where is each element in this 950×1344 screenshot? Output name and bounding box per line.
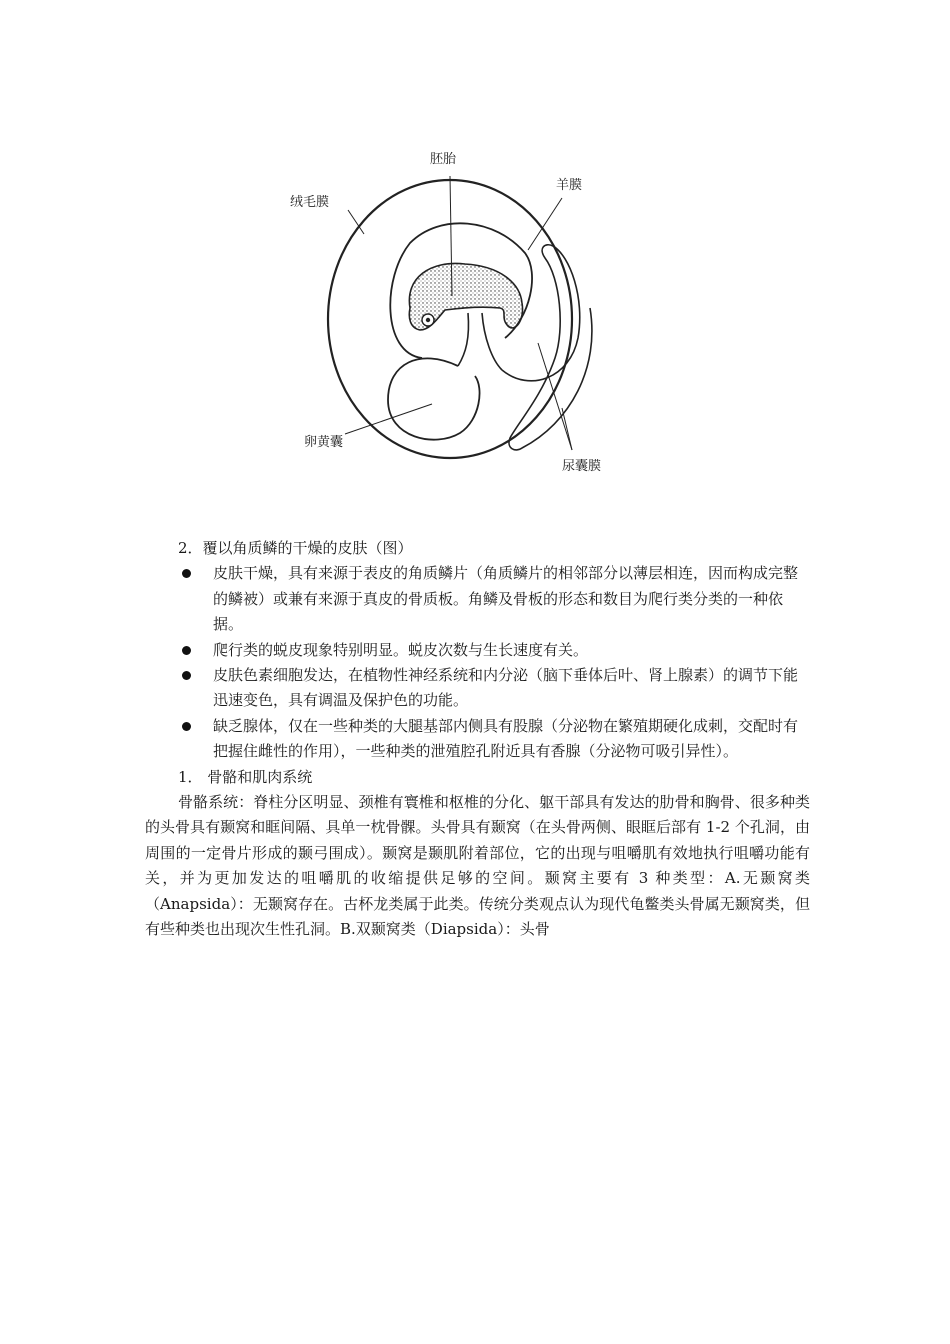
- list-item: [145, 638, 810, 663]
- label-chorion: 绒毛膜: [290, 195, 330, 210]
- skeleton-paragraph: 骨骼系统：脊柱分区明显、颈椎有寰椎和枢椎的分化、躯干部具有发达的肋骨和胸骨、很多种类的头骨具有颞窝和眶间隔、具单一枕骨髁。头骨具有颞窝（在头骨两侧、眼眶后部有 1-2 个孔洞，由周围的一定骨片形成的颞弓围成）。颞窝是颞肌附着部位，它的出现与咀嚼肌有效地执行咀嚼功能有关，并为更加发达的咀嚼肌的收缩提供足够的空间。颞窝主要有 3 种类型：A.无颞窝类（Anapsida）：无颞窝存在。古杯龙类属于此类。传统分类观点认为现代龟鳖类头骨属无颞窝类，但有些种类也出现次生性孔洞。B.双颞窝类（Diapsida）：头骨: [145, 793, 810, 939]
- bullet-text: 爬行类的蜕皮现象特别明显。蜕皮次数与生长速度有关。: [213, 640, 589, 659]
- embryo-membranes-figure: [270, 138, 630, 483]
- list-item: [145, 561, 810, 637]
- label-yolk-sac: 卵黄囊: [304, 435, 344, 450]
- bullet-text: 皮肤干燥，具有来源于表皮的角质鳞片（角质鳞片的相邻部分以薄层相连，因而构成完整的鳞被）或兼有来源于真皮的骨质板。角鳞及骨板的形态和数目为爬行类分类的一种依据。: [213, 564, 799, 634]
- bullet-dot: [182, 569, 191, 578]
- bullet-text: 缺乏腺体，仅在一些种类的大腿基部内侧具有股腺（分泌物在繁殖期硬化成刺，交配时有把握住雌性的作用），一些种类的泄殖腔孔附近具有香腺（分泌物可吸引异性）。: [213, 716, 799, 761]
- body-text: [145, 536, 810, 943]
- label-amnion: 羊膜: [556, 178, 583, 193]
- bullet-text: 皮肤色素细胞发达，在植物性神经系统和内分泌（脑下垂体后叶、肾上腺素）的调节下能迅速变色，具有调温及保护色的功能。: [213, 666, 799, 710]
- skin-heading: 2．覆以角质鳞的干燥的皮肤（图）: [178, 539, 413, 557]
- list-item: [145, 663, 810, 714]
- label-embryo: 胚胎: [430, 152, 457, 167]
- allantois-outline: [502, 245, 592, 450]
- yolk-sac-outline: [388, 358, 480, 439]
- chorion-outline: [328, 180, 572, 458]
- bullet-dot: [182, 646, 191, 655]
- skeleton-heading: 1． 骨骼和肌肉系统: [178, 767, 313, 786]
- label-allantois: 尿囊膜: [562, 459, 602, 474]
- list-item: [145, 714, 810, 765]
- bullet-dot: [182, 671, 191, 680]
- bullet-dot: [182, 722, 191, 731]
